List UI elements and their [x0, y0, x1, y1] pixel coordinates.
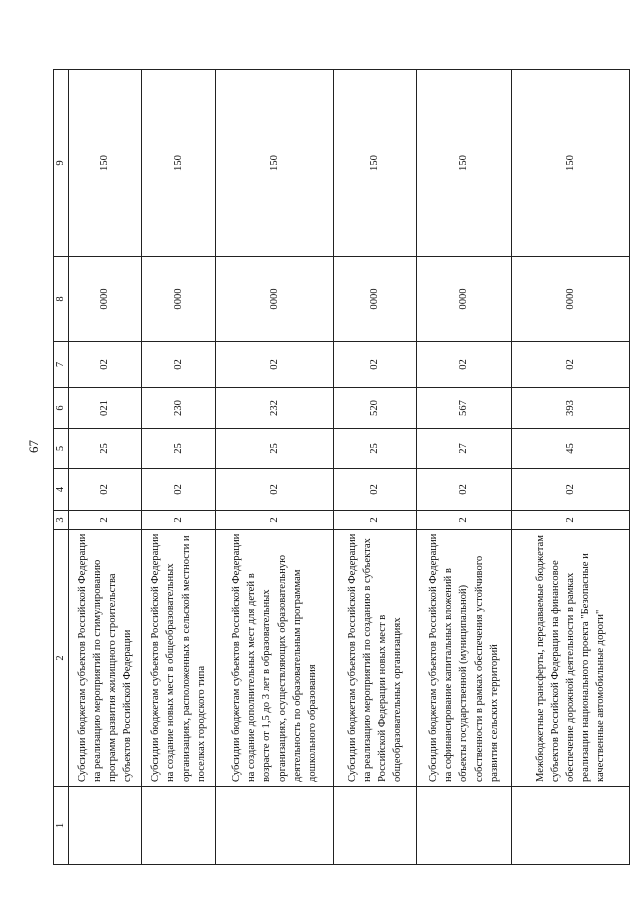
col9-value: 150 — [511, 69, 629, 256]
row-name: Субсидии бюджетам субъектов Российской Федерации на реализацию мероприятий по стимулированию программ развития жилищного строительства субъектов Российской Федерации — [68, 529, 141, 786]
col7-value: 02 — [416, 341, 511, 387]
col8-value: 0000 — [511, 256, 629, 341]
rotated-table-container — [53, 70, 628, 865]
table-row — [333, 69, 416, 864]
col5-value: 45 — [511, 428, 629, 468]
col5-value: 25 — [68, 428, 141, 468]
empty-cell — [68, 786, 141, 864]
empty-cell — [333, 786, 416, 864]
col6-value: 567 — [416, 387, 511, 428]
col6-value: 230 — [141, 387, 215, 428]
row-name: Субсидии бюджетам субъектов Российской Федерации на реализацию мероприятий по созданию в субъектах Российской Федерации новых мест в общеобразовательных организациях — [333, 529, 416, 786]
col9-value: 150 — [333, 69, 416, 256]
col3-value: 2 — [68, 510, 141, 529]
col3-value: 2 — [511, 510, 629, 529]
col6-value: 232 — [215, 387, 333, 428]
header-cell-3: 3 — [53, 510, 68, 529]
col8-value: 0000 — [68, 256, 141, 341]
table-row — [511, 69, 629, 864]
col9-value: 150 — [416, 69, 511, 256]
col7-value: 02 — [511, 341, 629, 387]
col7-value: 02 — [141, 341, 215, 387]
col4-value: 02 — [511, 468, 629, 510]
header-cell-9: 9 — [53, 69, 68, 256]
col3-value: 2 — [141, 510, 215, 529]
header-cell-8: 8 — [53, 256, 68, 341]
header-cell-6: 6 — [53, 387, 68, 428]
col4-value: 02 — [68, 468, 141, 510]
col8-value: 0000 — [416, 256, 511, 341]
col8-value: 0000 — [333, 256, 416, 341]
col7-value: 02 — [68, 341, 141, 387]
col4-value: 02 — [215, 468, 333, 510]
col6-value: 520 — [333, 387, 416, 428]
col9-value: 150 — [215, 69, 333, 256]
col3-value: 2 — [215, 510, 333, 529]
budget-classification-table — [53, 69, 630, 865]
col9-value: 150 — [68, 69, 141, 256]
table-row — [416, 69, 511, 864]
row-name: Межбюджетные трансферты, передаваемые бюджетам субъектов Российской Федерации на финансовое обеспечение дорожной деятельности в рамках реализации национального проекта "Безопасные и качественные автомобильные дороги" — [511, 529, 629, 786]
empty-cell — [511, 786, 629, 864]
row-name: Субсидии бюджетам субъектов Российской Федерации на создание новых мест в общеобразовательных организациях, расположенных в сельской местности и поселках городского типа — [141, 529, 215, 786]
col7-value: 02 — [333, 341, 416, 387]
col4-value: 02 — [141, 468, 215, 510]
header-row — [53, 69, 68, 864]
col4-value: 02 — [416, 468, 511, 510]
col6-value: 393 — [511, 387, 629, 428]
header-cell-2: 2 — [53, 529, 68, 786]
col4-value: 02 — [333, 468, 416, 510]
empty-cell — [416, 786, 511, 864]
col8-value: 0000 — [141, 256, 215, 341]
row-name: Субсидии бюджетам субъектов Российской Федерации на создание дополнительных мест для детей в возрасте от 1,5 до 3 лет в образовательных организациях, осуществляющих образовательную деятельность по образовательным программам дошкольного образования — [215, 529, 333, 786]
header-cell-1: 1 — [53, 786, 68, 864]
col9-value: 150 — [141, 69, 215, 256]
table-row — [68, 69, 141, 864]
row-name: Субсидии бюджетам субъектов Российской Федерации на софинансирование капитальных вложений в объекты государственной (муниципальной) собственности в рамках обеспечения устойчивого развития сельских территорий — [416, 529, 511, 786]
header-cell-5: 5 — [53, 428, 68, 468]
col5-value: 25 — [333, 428, 416, 468]
empty-cell — [215, 786, 333, 864]
col6-value: 021 — [68, 387, 141, 428]
col8-value: 0000 — [215, 256, 333, 341]
header-cell-4: 4 — [53, 468, 68, 510]
header-cell-7: 7 — [53, 341, 68, 387]
col3-value: 2 — [416, 510, 511, 529]
empty-cell — [141, 786, 215, 864]
col5-value: 25 — [141, 428, 215, 468]
col5-value: 25 — [215, 428, 333, 468]
table-row — [215, 69, 333, 864]
col3-value: 2 — [333, 510, 416, 529]
page-number: 67 — [26, 440, 41, 453]
table-row — [141, 69, 215, 864]
col7-value: 02 — [215, 341, 333, 387]
col5-value: 27 — [416, 428, 511, 468]
